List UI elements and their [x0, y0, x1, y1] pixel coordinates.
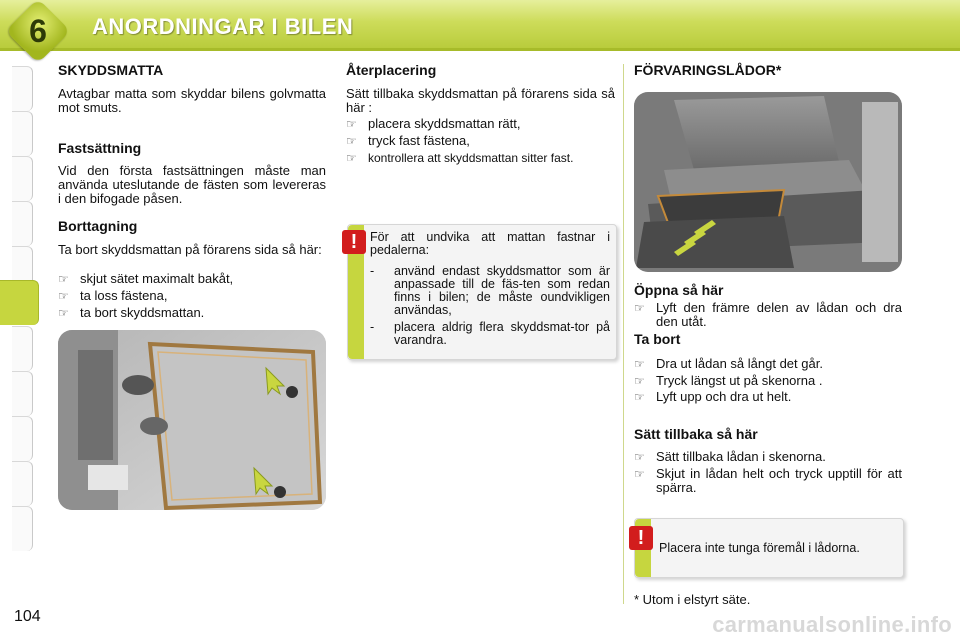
- hand-pointer-icon: ☞: [634, 450, 645, 464]
- chapter-tab[interactable]: [12, 461, 33, 506]
- fastening-text: Vid den första fastsättningen måste man använda uteslutande de fästen som levereras i den bifogade påsen.: [58, 163, 326, 206]
- list-item: ☞ Sätt tillbaka lådan i skenorna.: [634, 449, 826, 464]
- section-title-skyddsmatta: SKYDDSMATTA: [58, 62, 164, 78]
- chapter-tab[interactable]: [12, 111, 33, 156]
- list-item: ☞ tryck fast fästena,: [346, 133, 470, 148]
- list-item: ☞ skjut sätet maximalt bakåt,: [58, 271, 234, 286]
- list-item: ☞ Lyft den främre delen av lådan och dra den utåt.: [634, 300, 902, 329]
- page-number: 104: [14, 608, 41, 625]
- chapter-tab[interactable]: [12, 416, 33, 461]
- list-item: ☞ Skjut in lådan helt och tryck upptill för att spärra.: [634, 466, 902, 495]
- floor-mat-photo: [58, 330, 326, 510]
- chapter-tab[interactable]: [12, 506, 33, 551]
- heading-remove: Ta bort: [634, 331, 681, 347]
- chapter-tab[interactable]: [12, 201, 33, 246]
- footnote: * Utom i elstyrt säte.: [634, 592, 751, 607]
- hand-pointer-icon: ☞: [58, 272, 69, 286]
- hand-pointer-icon: ☞: [634, 374, 645, 388]
- warning-intro: För att undvika att mattan fastnar i pedalerna:: [370, 230, 610, 257]
- heading-removal: Borttagning: [58, 218, 138, 234]
- hand-pointer-icon: ☞: [346, 151, 357, 165]
- warning-icon: !: [629, 526, 653, 550]
- chapter-tab-strip: [0, 66, 38, 576]
- chapter-tab[interactable]: [12, 156, 33, 201]
- heading-open: Öppna så här: [634, 282, 724, 298]
- list-item: ☞ Dra ut lådan så långt det går.: [634, 356, 823, 371]
- list-item: ☞ ta bort skyddsmattan.: [58, 305, 205, 320]
- removal-intro: Ta bort skyddsmattan på förarens sida så här:: [58, 242, 322, 257]
- list-item: ☞ ta loss fästena,: [58, 288, 168, 303]
- list-item: ☞ kontrollera att skyddsmattan sitter fast.: [346, 151, 574, 165]
- chapter-tab[interactable]: [12, 326, 33, 371]
- heading-refit: Återplacering: [346, 62, 437, 78]
- hand-pointer-icon: ☞: [346, 134, 357, 148]
- warning-icon: !: [342, 230, 366, 254]
- hand-pointer-icon: ☞: [634, 357, 645, 371]
- list-item: ☞ placera skyddsmattan rätt,: [346, 116, 521, 131]
- hand-pointer-icon: ☞: [346, 117, 357, 131]
- chapter-tab[interactable]: [12, 371, 33, 416]
- header-divider: [0, 48, 960, 51]
- watermark: carmanualsonline.info: [712, 612, 952, 637]
- hand-pointer-icon: ☞: [634, 467, 645, 481]
- refit-intro: Sätt tillbaka skyddsmattan på förarens sida så här :: [346, 86, 615, 115]
- chapter-tab[interactable]: [12, 66, 33, 111]
- page-title: ANORDNINGAR I BILEN: [92, 14, 354, 39]
- intro-text: Avtagbar matta som skyddar bilens golvmatta mot smuts.: [58, 86, 326, 115]
- warning-box-drawer: [634, 518, 904, 578]
- chapter-number: 6: [29, 13, 47, 49]
- chapter-tab-active[interactable]: [0, 280, 39, 325]
- hand-pointer-icon: ☞: [58, 306, 69, 320]
- warning-box-mat: [347, 224, 617, 360]
- hand-pointer-icon: ☞: [634, 390, 645, 404]
- heading-fastening: Fastsättning: [58, 140, 142, 156]
- section-title-storage: FÖRVARINGSLÅDOR*: [634, 62, 782, 78]
- storage-drawer-photo: [634, 92, 902, 272]
- list-item: ☞ Lyft upp och dra ut helt.: [634, 389, 792, 404]
- heading-refit-drawer: Sätt tillbaka så här: [634, 426, 758, 442]
- list-item: - placera aldrig flera skyddsmat-tor på varandra.: [370, 320, 610, 347]
- hand-pointer-icon: ☞: [634, 301, 645, 315]
- list-item: ☞ Tryck längst ut på skenorna .: [634, 373, 823, 388]
- column-divider: [623, 64, 624, 604]
- list-item: - använd endast skyddsmattor som är anpassade till de fäs-ten som redan finns i bilen; de måste oundvikligen användas,: [370, 264, 610, 317]
- hand-pointer-icon: ☞: [58, 289, 69, 303]
- warning-text: Placera inte tunga föremål i lådorna.: [659, 541, 860, 555]
